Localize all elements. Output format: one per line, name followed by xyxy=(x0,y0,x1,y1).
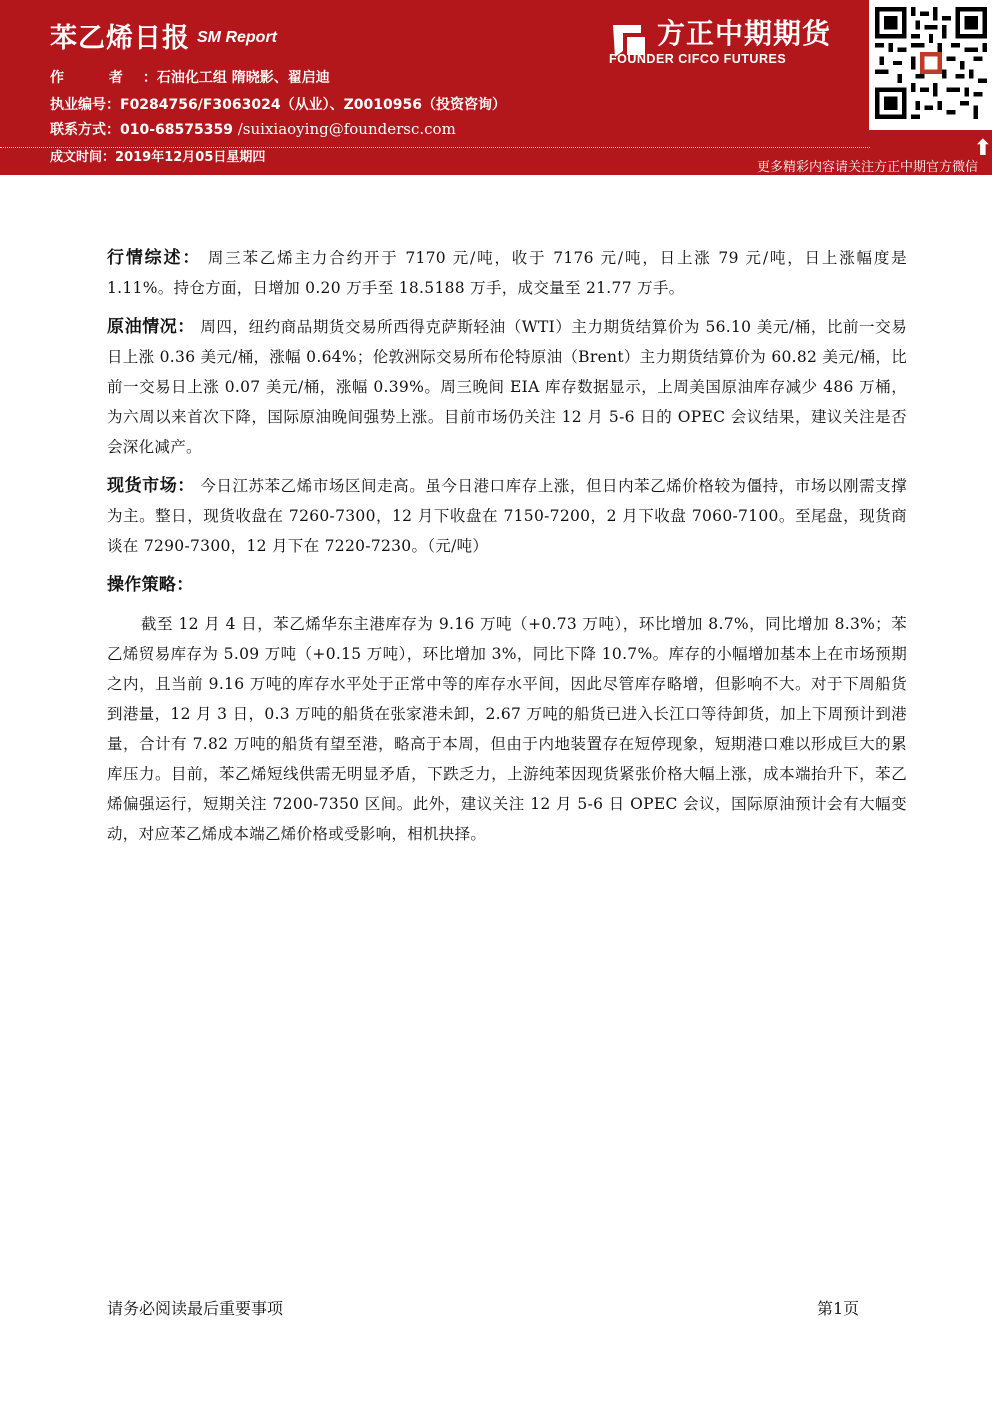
author-value: 石油化工组 隋晓影、翟启迪 xyxy=(156,70,330,86)
crude-oil-heading: 原油情况： xyxy=(107,317,195,337)
qr-code-icon xyxy=(875,4,987,122)
contact-email[interactable]: /suixiaoying@foundersc.com xyxy=(232,120,456,138)
author-label: 作 者 xyxy=(50,70,143,86)
report-header xyxy=(0,0,992,175)
strategy-heading-line xyxy=(107,570,907,600)
date-line: 成文时间：2019年12月05日星期四 xyxy=(50,146,265,165)
market-overview-text: 周三苯乙烯主力合约开于 7170 元/吨，收于 7176 元/吨，日上涨 79 元/吨，日上涨幅度是 1.11%。持仓方面，日增加 0.20 万手至 18.5188 万手，成交量至 21.77 万手。 xyxy=(107,249,907,297)
market-overview-heading: 行情综述： xyxy=(107,248,202,268)
crude-oil-text: 周四，纽约商品期货交易所西得克萨斯轻油（WTI）主力期货结算价为 56.10 美元/桶，比前一交易日上涨 0.36 美元/桶，涨幅 0.64%；伦敦洲际交易所布伦特原油（Brent）主力期货结算价为 60.82 美元/桶，比前一交易日上涨 0.07 美元/桶，涨幅 0.39%。周三晚间 EIA 库存数据显示，上周美国原油库存减少 486 万桶，为六周以来首次下降，国际原油晚间强势上涨。目前市场仍关注 12 月 5-6 日的 OPEC 会议结果，建议关注是否会深化减产。 xyxy=(107,318,907,456)
footer-notice: 请务必阅读最后重要事项 xyxy=(107,1299,284,1318)
date-label: 成文时间 xyxy=(50,150,103,165)
crude-oil-section xyxy=(107,312,907,462)
contact-line: 联系方式：010-68575359 /suixiaoying@foundersc.com xyxy=(50,120,456,138)
contact-phone: 010-68575359 xyxy=(120,122,233,138)
brand-name: 方正中期期货 xyxy=(657,17,832,50)
market-overview-section xyxy=(107,243,907,303)
license-label: 执业编号 xyxy=(50,97,106,113)
date-value: 2019年12月05日星期四 xyxy=(115,150,266,165)
contact-label: 联系方式 xyxy=(50,122,106,138)
page-number: 第1页 xyxy=(817,1299,860,1318)
report-subtitle: SM Report xyxy=(197,29,277,46)
spot-market-heading: 现货市场： xyxy=(107,476,195,496)
strategy-text: 截至 12 月 4 日，苯乙烯华东主港库存为 9.16 万吨（+0.73 万吨），环比增加 8.7%，同比增加 8.3%；苯乙烯贸易库存为 5.09 万吨（+0.15 万吨），环比增加 3%，同比下降 10.7%。库存的小幅增加基本上在市场预期之内，且当前 9.16 万吨的库存水平处于正常中等的库存水平间，因此尽管库存略增，但影响不大。对于下周船货到港量，12 月 3 日，0.3 万吨的船货在张家港未卸，2.67 万吨的船货已进入长江口等待卸货，加上下周预计到港量，合计有 7.82 万吨的船货有望至港，略高于本周，但由于内地装置存在短停现象，短期港口难以形成巨大的累库压力。目前，苯乙烯短线供需无明显矛盾，下跌乏力，上游纯苯因现货紧张价格大幅上涨，成本端抬升下，苯乙烯偏强运行，短期关注 7200-7350 区间。此外，建议关注 12 月 5-6 日 OPEC 会议，国际原油预计会有大幅变动，对应苯乙烯成本端乙烯价格或受影响，相机抉择。 xyxy=(107,615,907,843)
qr-code-box xyxy=(869,0,992,130)
spot-market-text: 今日江苏苯乙烯市场区间走高。虽今日港口库存上涨，但日内苯乙烯价格较为僵持，市场以刚需支撑为主。整日，现货收盘在 7260-7300，12 月下收盘在 7150-7200，2 月下收盘 7060-7100。至尾盘，现货商谈在 7290-7300，12 月下在 7220-7230。（元/吨） xyxy=(107,477,908,555)
license-line: 执业编号：F0284756/F3063024（从业）、Z0010956（投资咨询） xyxy=(50,94,506,114)
brand-name-en: FOUNDER CIFCO FUTURES xyxy=(609,52,787,66)
author-line: 作 者：石油化工组 隋晓影、翟启迪 xyxy=(50,67,330,87)
spot-market-section xyxy=(107,471,907,561)
arrow-up-icon: ⬆ xyxy=(973,136,992,161)
license-value: F0284756/F3063024（从业）、Z0010956（投资咨询） xyxy=(120,97,506,113)
follow-wechat-text: 更多精彩内容请关注方正中期官方微信 xyxy=(756,160,978,175)
report-title: 苯乙烯日报 xyxy=(50,23,190,54)
report-body xyxy=(107,243,907,849)
strategy-heading: 操作策略： xyxy=(107,575,194,595)
